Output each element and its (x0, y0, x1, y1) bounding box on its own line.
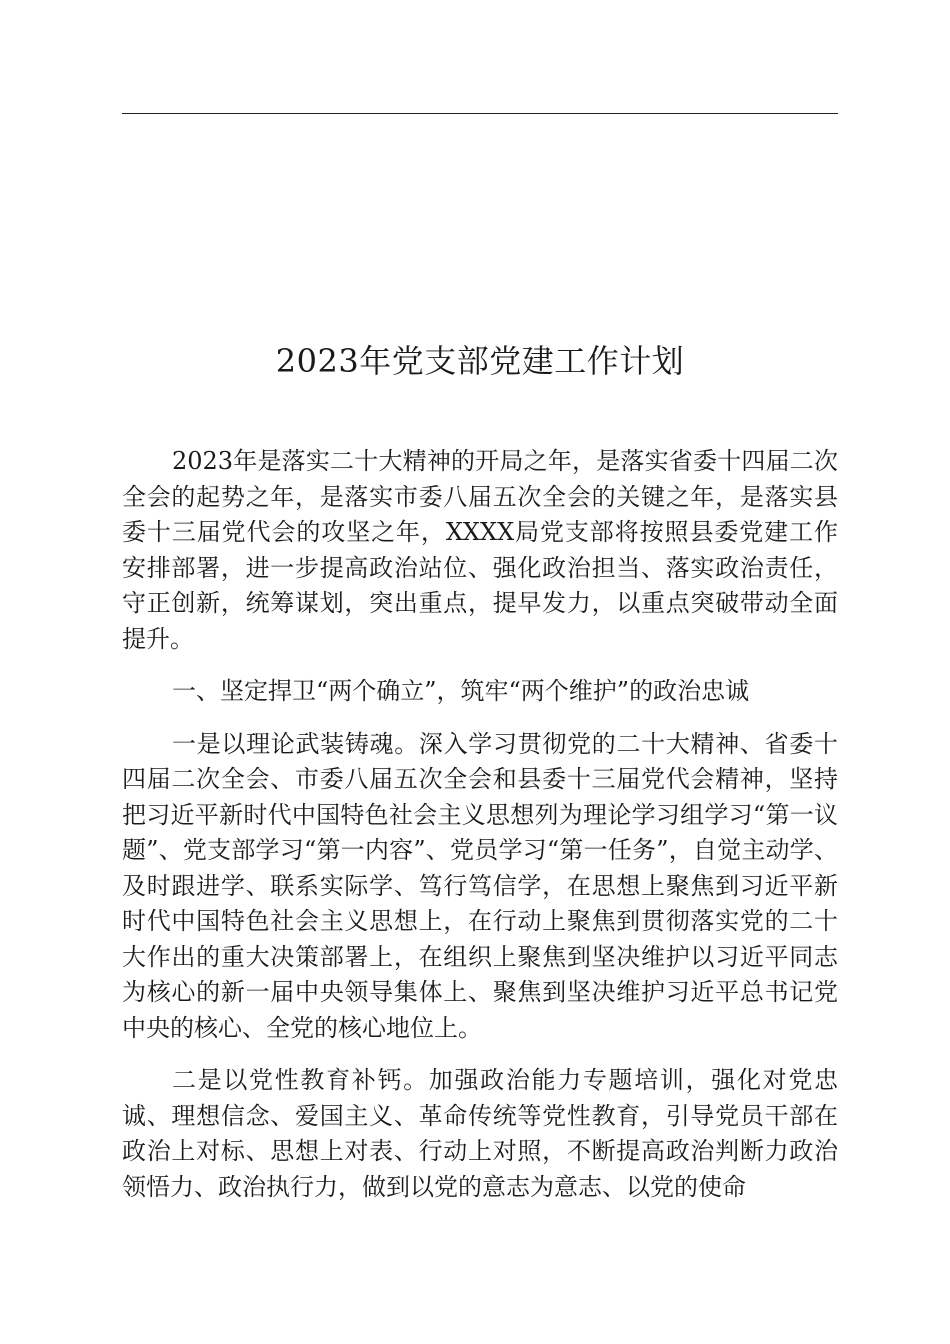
header-rule (122, 113, 838, 114)
document-title: 2023年党支部党建工作计划 (275, 342, 685, 381)
intro-paragraph: 2023年是落实二十大精神的开局之年，是落实省委十四届二次全会的起势之年，是落实市委八届五次全会的关键之年，是落实县委十三届党代会的攻坚之年，XXXX局党支部将按照县委党建工作安排部署，进一步提高政治站位、强化政治担当、落实政治责任，守正创新，统筹谋划，突出重点，提早发力，以重点突破带动全面提升。 (122, 447, 838, 653)
body-paragraph-theory: 一是以理论武装铸魂。深入学习贯彻党的二十大精神、省委十四届二次全会、市委八届五次全会和县委十三届党代会精神，坚持把习近平新时代中国特色社会主义思想列为理论学习组学习“第一议题”、党支部学习“第一内容”、党员学习“第一任务”，自觉主动学、及时跟进学、联系实际学、笃行笃信学，在思想上聚焦到习近平新时代中国特色社会主义思想上，在行动上聚焦到贯彻落实党的二十大作出的重大决策部署上，在组织上聚焦到坚决维护以习近平同志为核心的新一届中央领导集体上、聚焦到坚决维护习近平总书记党中央的核心、全党的核心地位上。 (122, 729, 838, 1042)
section-heading-1: 一、坚定捍卫“两个确立”，筑牢“两个维护”的政治忠诚 (172, 677, 750, 705)
body-paragraph-party-spirit: 二是以党性教育补钙。加强政治能力专题培训，强化对党忠诚、理想信念、爱国主义、革命传统等党性教育，引导党员干部在政治上对标、思想上对表、行动上对照，不断提高政治判断力政治领悟力、政治执行力，做到以党的意志为意志、以党的使命 (122, 1066, 838, 1201)
document-body (122, 444, 838, 1201)
